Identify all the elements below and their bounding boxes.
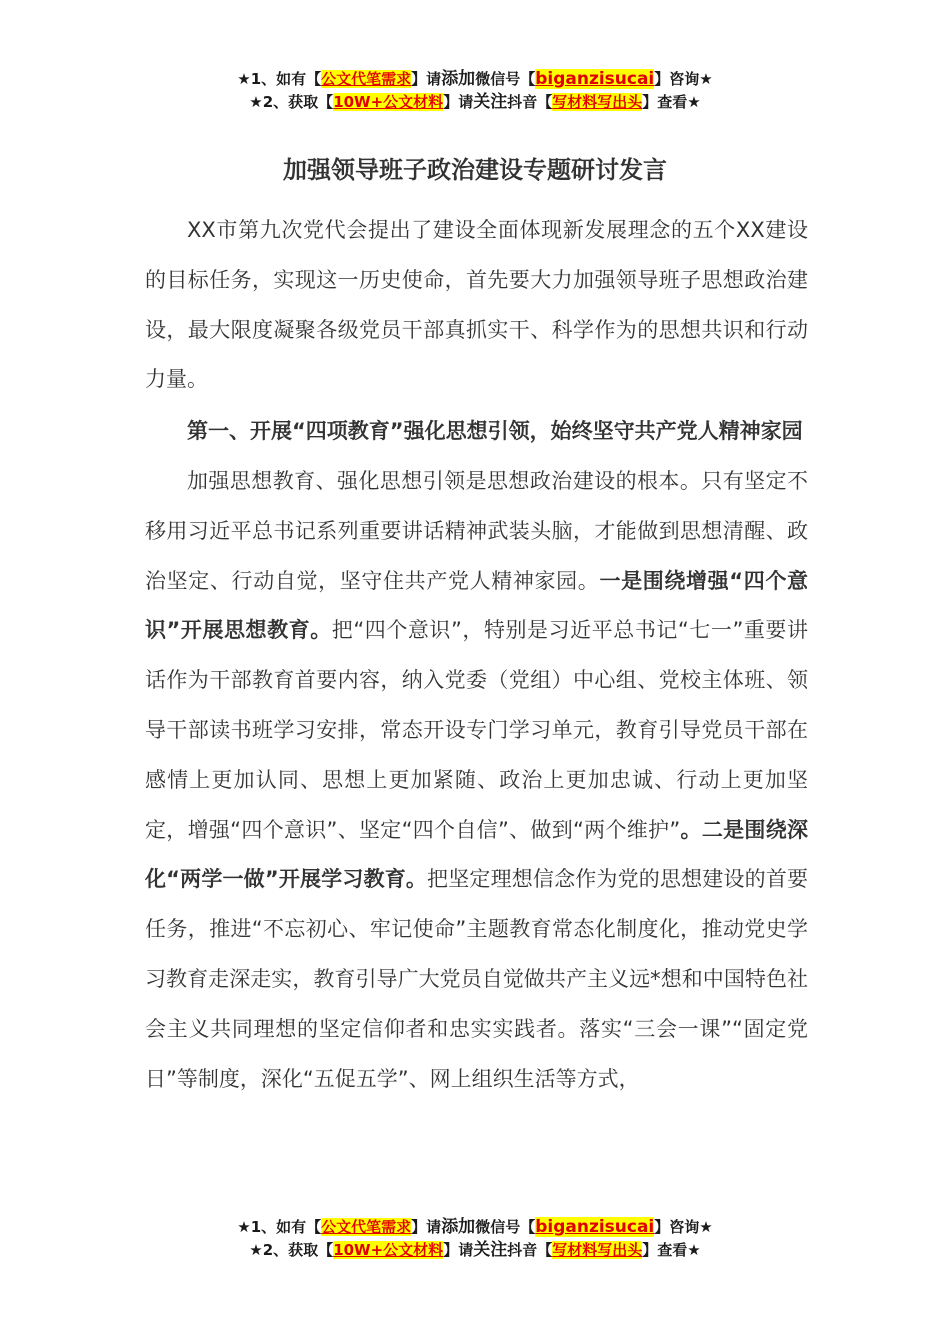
promo-text: 】咨询★ [654, 1218, 713, 1236]
promo-tag-highlight: 10W+公文材料 [333, 93, 444, 111]
promo-text: 抖音【 [507, 93, 553, 111]
promo-text: 】请 [443, 1241, 474, 1259]
promo-emphasis: 添加 [441, 1217, 476, 1237]
document-title: 加强领导班子政治建设专题研讨发言 [283, 156, 667, 184]
promo-text: 】查看★ [642, 1241, 701, 1259]
paragraph-text: 把“四个意识”，特别是习近平总书记“七一”重要讲话作为干部教育首要内容，纳入党委（党组）中心组、党校主体班、领导干部读书班学习安排，常态开设专门学习单元，教育引导党员干部在感情上更加认同、思想上更加紧随、政治上更加忠诚、行动上更加坚定，增强“四个意识”、坚定“四个自信”、做到“两个维护” [145, 618, 808, 842]
wechat-account-highlight: biganzisucai [535, 69, 655, 89]
wechat-account-highlight: biganzisucai [535, 1217, 655, 1237]
promo-text: ★2、获取【 [249, 93, 334, 111]
douyin-account-highlight: 写材料写出头 [552, 1241, 643, 1259]
promo-text: 微信号【 [475, 70, 536, 88]
paragraph-text: 加强思想教育、强化思想引领是思想政治建设的根本。只有坚定不移用习近平总书记系列重要讲话精神武装头脑，才能做到思想清醒、政治坚定、行动自觉，坚守住共产党人精神家园。 [145, 468, 808, 593]
footer-promo-banner [0, 1216, 950, 1262]
promo-line-1 [0, 1216, 950, 1239]
promo-tag-highlight: 公文代笔需求 [321, 70, 412, 88]
promo-emphasis: 关注 [473, 1240, 508, 1260]
promo-text: 】请 [411, 1218, 442, 1236]
promo-text: 】请 [443, 93, 474, 111]
promo-line-1 [0, 68, 950, 91]
promo-tag-highlight: 公文代笔需求 [321, 1218, 412, 1236]
promo-text: ★1、如有【 [237, 1218, 322, 1236]
promo-text: 】咨询★ [654, 70, 713, 88]
promo-line-2 [0, 1239, 950, 1262]
document-body [145, 206, 808, 1104]
promo-tag-highlight: 10W+公文材料 [333, 1241, 444, 1259]
bold-subheading: 一是围绕增强“四个意识”开展思想教育。 [145, 568, 808, 643]
promo-text: 微信号【 [475, 1218, 536, 1236]
promo-emphasis: 关注 [473, 92, 508, 112]
intro-paragraph: XX市第九次党代会提出了建设全面体现新发展理念的五个XX建设的目标任务，实现这一历史使命，首先要大力加强领导班子思想政治建设，最大限度凝聚各级党员干部真抓实干、科学作为的思想共识和行动力量。 [145, 218, 808, 392]
promo-text: ★2、获取【 [249, 1241, 334, 1259]
section-heading: 第一、开展“四项教育”强化思想引领，始终坚守共产党人精神家园 [187, 419, 803, 444]
body-paragraph [145, 457, 808, 1104]
promo-line-2 [0, 91, 950, 114]
bold-subheading: 。二是围绕深化“两学一做”开展学习教育。 [145, 817, 809, 892]
promo-emphasis: 添加 [441, 69, 476, 89]
promo-text: 】请 [411, 70, 442, 88]
douyin-account-highlight: 写材料写出头 [552, 93, 643, 111]
promo-text: 】查看★ [642, 93, 701, 111]
paragraph-text: 把坚定理想信念作为党的思想建设的首要任务，推进“不忘初心、牢记使命”主题教育常态化制度化，推动党史学习教育走深走实，教育引导广大党员自觉做共产主义远*想和中国特色社会主义共同理想的坚定信仰者和忠实实践者。落实“三会一课”“固定党日”等制度，深化“五促五学”、网上组织生活等方式， [145, 867, 809, 1091]
promo-text: ★1、如有【 [237, 70, 322, 88]
promo-text: 抖音【 [507, 1241, 553, 1259]
header-promo-banner [0, 68, 950, 114]
